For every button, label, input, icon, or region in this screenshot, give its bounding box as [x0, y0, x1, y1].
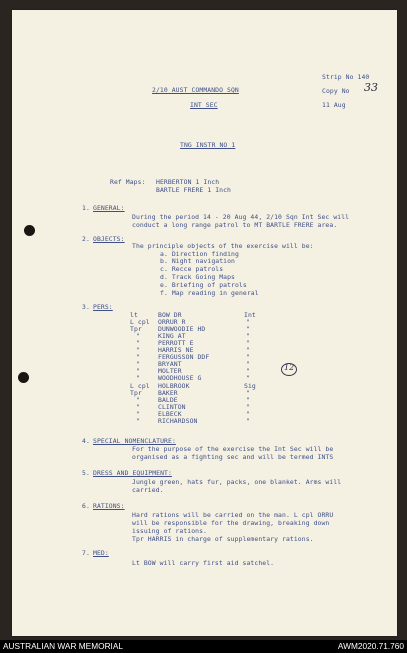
personnel-name: KING AT	[158, 332, 186, 340]
personnel-role: "	[246, 396, 250, 404]
int-sec-heading: INT SEC	[190, 101, 218, 109]
unit-heading: 2/10 AUST COMMANDO SQN	[152, 86, 239, 94]
section-1-heading: GENERAL:	[93, 204, 125, 212]
personnel-name: BOW DR	[158, 311, 182, 319]
personnel-role: "	[246, 339, 250, 347]
personnel-name: MOLTER	[158, 367, 182, 375]
copy-label: Copy No	[322, 87, 350, 95]
personnel-rank: "	[136, 403, 140, 411]
personnel-name: ELBECK	[158, 410, 182, 418]
personnel-rank: "	[136, 410, 140, 418]
footer-accession-number: AWM2020.71.760	[337, 641, 404, 651]
personnel-role: "	[246, 332, 250, 340]
section-5-line: carried.	[132, 486, 164, 494]
footer-institution: AUSTRALIAN WAR MEMORIAL	[3, 641, 124, 651]
objective-item: e. Briefing of patrols	[160, 281, 247, 289]
personnel-name: BALDE	[158, 396, 178, 404]
date: 11 Aug	[322, 101, 346, 109]
punch-hole-bottom	[18, 372, 29, 383]
personnel-rank: L cpl	[130, 318, 150, 326]
section-4-number: 4.	[82, 437, 90, 445]
ref-map-2: BARTLE FRERE 1 Inch	[156, 186, 232, 194]
personnel-role: "	[246, 374, 250, 382]
section-5-line: Jungle green, hats fur, packs, one blanket. Arms will	[132, 478, 342, 486]
section-2-intro: The principle objects of the exercise will be:	[132, 242, 314, 250]
section-5-number: 5.	[82, 469, 90, 477]
objective-item: b. Night navigation	[160, 257, 236, 265]
personnel-role: "	[246, 389, 250, 397]
personnel-name: ORRUR R	[158, 318, 186, 326]
section-6-line: will be responsible for the drawing, breaking down	[132, 519, 330, 527]
section-4-heading: SPECIAL NOMENCLATURE:	[93, 437, 176, 445]
personnel-role: "	[246, 367, 250, 375]
section-1-line: conduct a long range patrol to MT BARTLE FRERE area.	[132, 221, 338, 229]
objective-item: c. Recce patrols	[160, 265, 224, 273]
section-6-line: Tpr HARRIS in charge of supplementary rations.	[132, 535, 314, 543]
section-5-heading: DRESS AND EQUIPMENT:	[93, 469, 172, 477]
personnel-rank: "	[136, 353, 140, 361]
personnel-rank: "	[136, 360, 140, 368]
section-4-line: organised as a fighting sec and will be termed INTS	[132, 453, 334, 461]
personnel-name: FERGUSSON DDF	[158, 353, 210, 361]
punch-hole-top	[24, 225, 35, 236]
section-2-heading: OBJECTS:	[93, 235, 125, 243]
ref-maps-label: Ref Maps:	[110, 178, 146, 186]
section-6-line: Hard rations will be carried on the man. L cpl ORRU	[132, 511, 334, 519]
margin-note-handwritten: 12	[284, 363, 295, 372]
personnel-rank: Tpr	[130, 325, 142, 333]
ref-map-1: HERBERTON 1 Inch	[156, 178, 220, 186]
strip-ref: Strip No 140	[322, 73, 370, 81]
section-7-line: Lt BOW will carry first aid satchel.	[132, 559, 275, 567]
personnel-role: "	[246, 360, 250, 368]
personnel-role: "	[246, 403, 250, 411]
section-6-number: 6.	[82, 502, 90, 510]
personnel-name: HARRIS NE	[158, 346, 194, 354]
personnel-rank: lt	[130, 311, 138, 319]
copy-number-handwritten: 33	[364, 81, 378, 94]
personnel-name: DUNWOODIE HD	[158, 325, 206, 333]
archive-footer	[0, 640, 407, 653]
personnel-rank: "	[136, 374, 140, 382]
section-2-number: 2.	[82, 235, 90, 243]
personnel-name: BRYANT	[158, 360, 182, 368]
personnel-role: "	[246, 410, 250, 418]
section-3-number: 3.	[82, 303, 90, 311]
personnel-rank: "	[136, 417, 140, 425]
section-6-line: issuing of rations.	[132, 527, 208, 535]
personnel-role: "	[246, 417, 250, 425]
personnel-role: "	[246, 325, 250, 333]
objective-item: d. Track Going Maps	[160, 273, 236, 281]
personnel-role: "	[246, 346, 250, 354]
personnel-rank: "	[136, 339, 140, 347]
personnel-name: PERROTT E	[158, 339, 194, 347]
section-1-line: During the period 14 - 20 Aug 44, 2/10 Sqn Int Sec will	[132, 213, 350, 221]
document-title: TNG INSTR NO 1	[180, 141, 236, 149]
section-7-number: 7.	[82, 549, 90, 557]
personnel-rank: L cpl	[130, 382, 150, 390]
personnel-name: BAKER	[158, 389, 178, 397]
personnel-rank: "	[136, 367, 140, 375]
personnel-role: Sig	[244, 382, 256, 390]
personnel-rank: "	[136, 346, 140, 354]
personnel-name: RICHARDSON	[158, 417, 198, 425]
section-6-heading: RATIONS:	[93, 502, 125, 510]
personnel-rank: Tpr	[130, 389, 142, 397]
personnel-rank: "	[136, 332, 140, 340]
personnel-name: WOODHOUSE G	[158, 374, 202, 382]
personnel-role: "	[246, 353, 250, 361]
personnel-role: Int	[244, 311, 256, 319]
objective-item: a. Direction finding	[160, 250, 239, 258]
personnel-rank: "	[136, 396, 140, 404]
section-4-line: For the purpose of the exercise the Int Sec will be	[132, 445, 334, 453]
personnel-name: CLINTON	[158, 403, 186, 411]
section-7-heading: MED:	[93, 549, 109, 557]
personnel-name: HOLBROOK	[158, 382, 190, 390]
section-3-heading: PERS:	[93, 303, 113, 311]
objective-item: f. Map reading in general	[160, 289, 259, 297]
personnel-role: "	[246, 318, 250, 326]
section-1-number: 1.	[82, 204, 90, 212]
